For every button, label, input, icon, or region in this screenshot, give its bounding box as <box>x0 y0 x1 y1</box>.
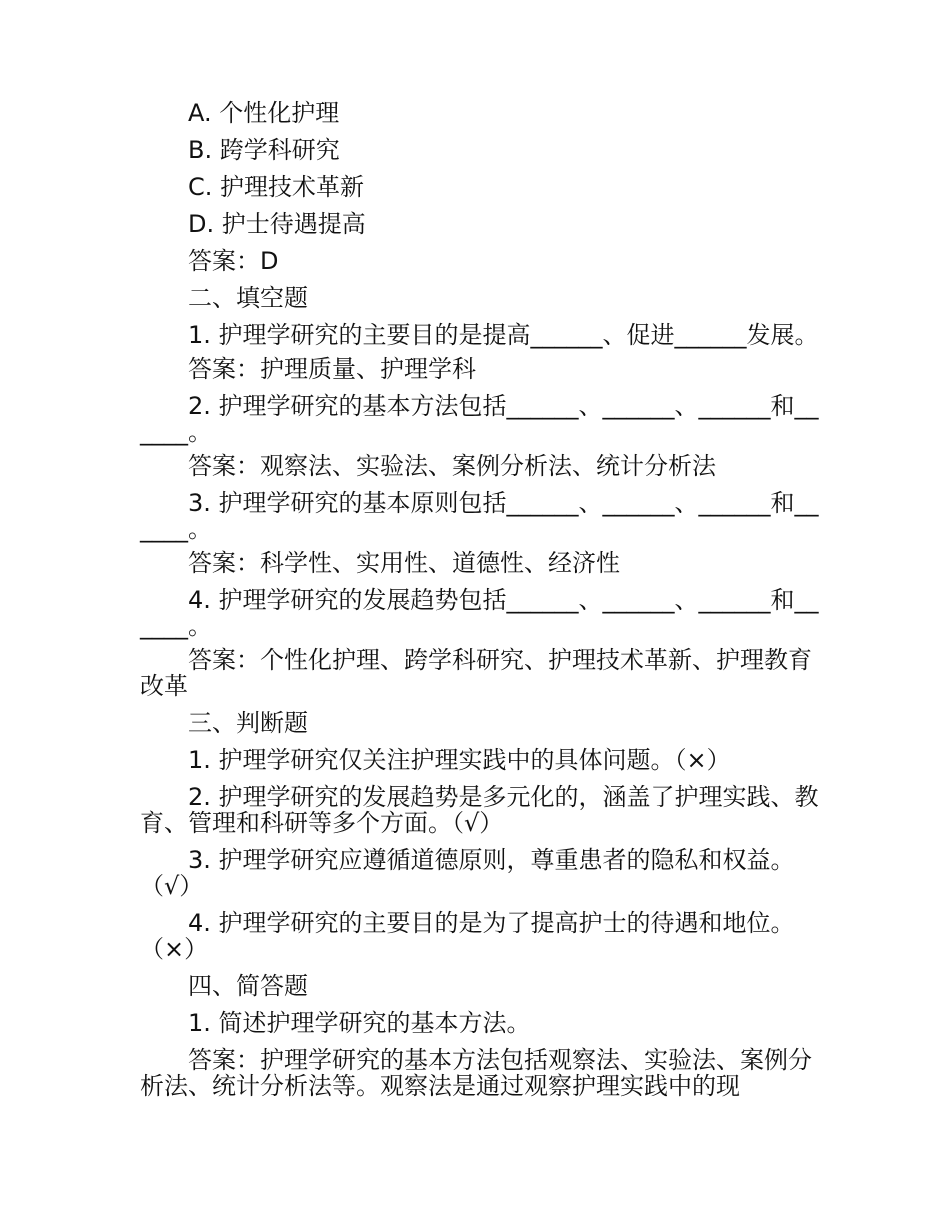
fill-blank-answer-1: 答案：护理质量、护理学科 <box>188 355 476 383</box>
document-body <box>140 100 820 1110</box>
option-a: A. 个性化护理 <box>188 99 340 127</box>
short-answer-question-1: 1. 简述护理学研究的基本方法。 <box>188 1009 531 1037</box>
answer-choice: 答案：D <box>188 247 279 275</box>
option-c: C. 护理技术革新 <box>188 173 365 201</box>
fill-blank-answer-2: 答案：观察法、实验法、案例分析法、统计分析法 <box>188 452 716 480</box>
short-answer-answer-1: 答案：护理学研究的基本方法包括观察法、实验法、案例分析法、统计分析法等。观察法是通过观察护理实践中的现 <box>140 1046 812 1100</box>
fill-blank-question-4: 4. 护理学研究的发展趋势包括______、______、______和______。 <box>140 586 819 640</box>
fill-blank-question-2: 2. 护理学研究的基本方法包括______、______、______和______。 <box>140 392 819 446</box>
true-false-question-2: 2. 护理学研究的发展趋势是多元化的，涵盖了护理实践、教育、管理和科研等多个方面。（√） <box>140 783 819 837</box>
section-heading-short-answer: 四、简答题 <box>188 972 308 1000</box>
section-heading-fill-blank: 二、填空题 <box>188 284 308 312</box>
true-false-question-1: 1. 护理学研究仅关注护理实践中的具体问题。（×） <box>188 746 731 774</box>
true-false-question-3: 3. 护理学研究应遵循道德原则，尊重患者的隐私和权益。（√） <box>140 846 795 900</box>
fill-blank-question-3: 3. 护理学研究的基本原则包括______、______、______和______。 <box>140 489 819 543</box>
fill-blank-answer-4: 答案：个性化护理、跨学科研究、护理技术革新、护理教育改革 <box>140 646 812 700</box>
true-false-question-4: 4. 护理学研究的主要目的是为了提高护士的待遇和地位。（×） <box>140 909 795 963</box>
fill-blank-answer-3: 答案：科学性、实用性、道德性、经济性 <box>188 549 620 577</box>
section-heading-true-false: 三、判断题 <box>188 709 308 737</box>
option-b: B. 跨学科研究 <box>188 136 340 164</box>
fill-blank-question-1: 1. 护理学研究的主要目的是提高______、促进______发展。 <box>188 321 819 349</box>
option-d: D. 护士待遇提高 <box>188 210 366 238</box>
